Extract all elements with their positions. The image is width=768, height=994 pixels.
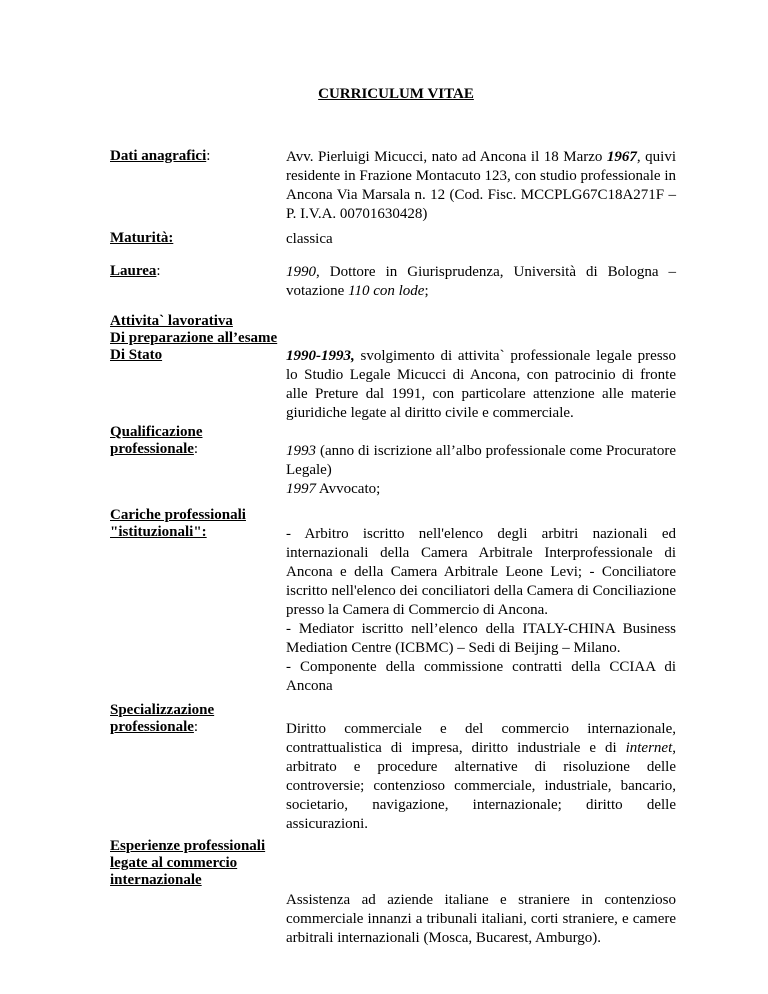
label-esperienze-professionali: Esperienze professionali legate al commercio internazionale: [110, 838, 266, 888]
document-title: CURRICULUM VITAE: [318, 86, 474, 102]
label-attivita-lavorativa: Attivita` lavorativa Di preparazione all’esame Di Stato: [110, 313, 278, 363]
label-qualificazione: Qualificazione professionale:: [110, 424, 203, 457]
label-cariche-professionali: Cariche professionali "istituzionali":: [110, 507, 246, 540]
text-qualificazione: 1993 (anno di iscrizione all’albo professionale come Procuratore Legale) 1997 Avvocato;: [286, 443, 676, 497]
label-maturita: Maturità:: [110, 230, 174, 246]
cariche-paragraph-1: - Arbitro iscritto nell'elenco degli arbitri nazionali ed internazionali della Camera Arbitrale Interprofessionale di Ancona e della Camera Arbitrale Leone Levi; - Conciliatore iscritto nell'elenco dei conciliatori della Camera di Conciliazione presso la Camera di Commercio di Ancona.: [286, 526, 676, 618]
label-laurea: Laurea:: [110, 263, 161, 279]
text-laurea: 1990, Dottore in Giurisprudenza, Università di Bologna – votazione 110 con lode;: [286, 264, 676, 299]
text-esperienze-professionali: Assistenza ad aziende italiane e straniere in contenzioso commerciale innanzi a tribunali italiani, corti straniere, e camere arbitrali internazionali (Mosca, Bucarest, Amburgo).: [286, 892, 676, 946]
text-specializzazione: Diritto commerciale e del commercio internazionale, contrattualistica di impresa, diritto industriale e di internet, arbitrato e procedure alternative di risoluzione delle controversie; contenzioso commerciale, industriale, bancario, societario, navigazione, internazionale; diritto delle assicurazioni.: [286, 721, 676, 832]
text-dati-anagrafici: Avv. Pierluigi Micucci, nato ad Ancona il 18 Marzo 1967, quivi residente in Frazione Montacuto 123, con studio professionale in Ancona Via Marsala n. 12 (Cod. Fisc. MCCPLG67C18A271F – P. I.V.A. 00701630428): [286, 149, 676, 222]
cariche-paragraph-3: - Componente della commissione contratti della CCIAA di Ancona: [286, 659, 676, 694]
cariche-paragraph-2: - Mediator iscritto nell’elenco della ITALY-CHINA Business Mediation Centre (ICBMC) – Sedi di Beijing – Milano.: [286, 621, 676, 656]
text-attivita-lavorativa: 1990-1993, svolgimento di attivita` professionale legale presso lo Studio Legale Micucci di Ancona, con patrocinio di fronte alle Preture dal 1991, con particolare attenzione alle materie giuridiche legate al diritto civile e commerciale.: [286, 348, 676, 421]
text-maturita: classica: [286, 231, 333, 247]
text-cariche-professionali: [286, 525, 676, 696]
label-dati-anagrafici: Dati anagrafici:: [110, 148, 211, 164]
label-specializzazione: Specializzazione professionale:: [110, 702, 215, 735]
